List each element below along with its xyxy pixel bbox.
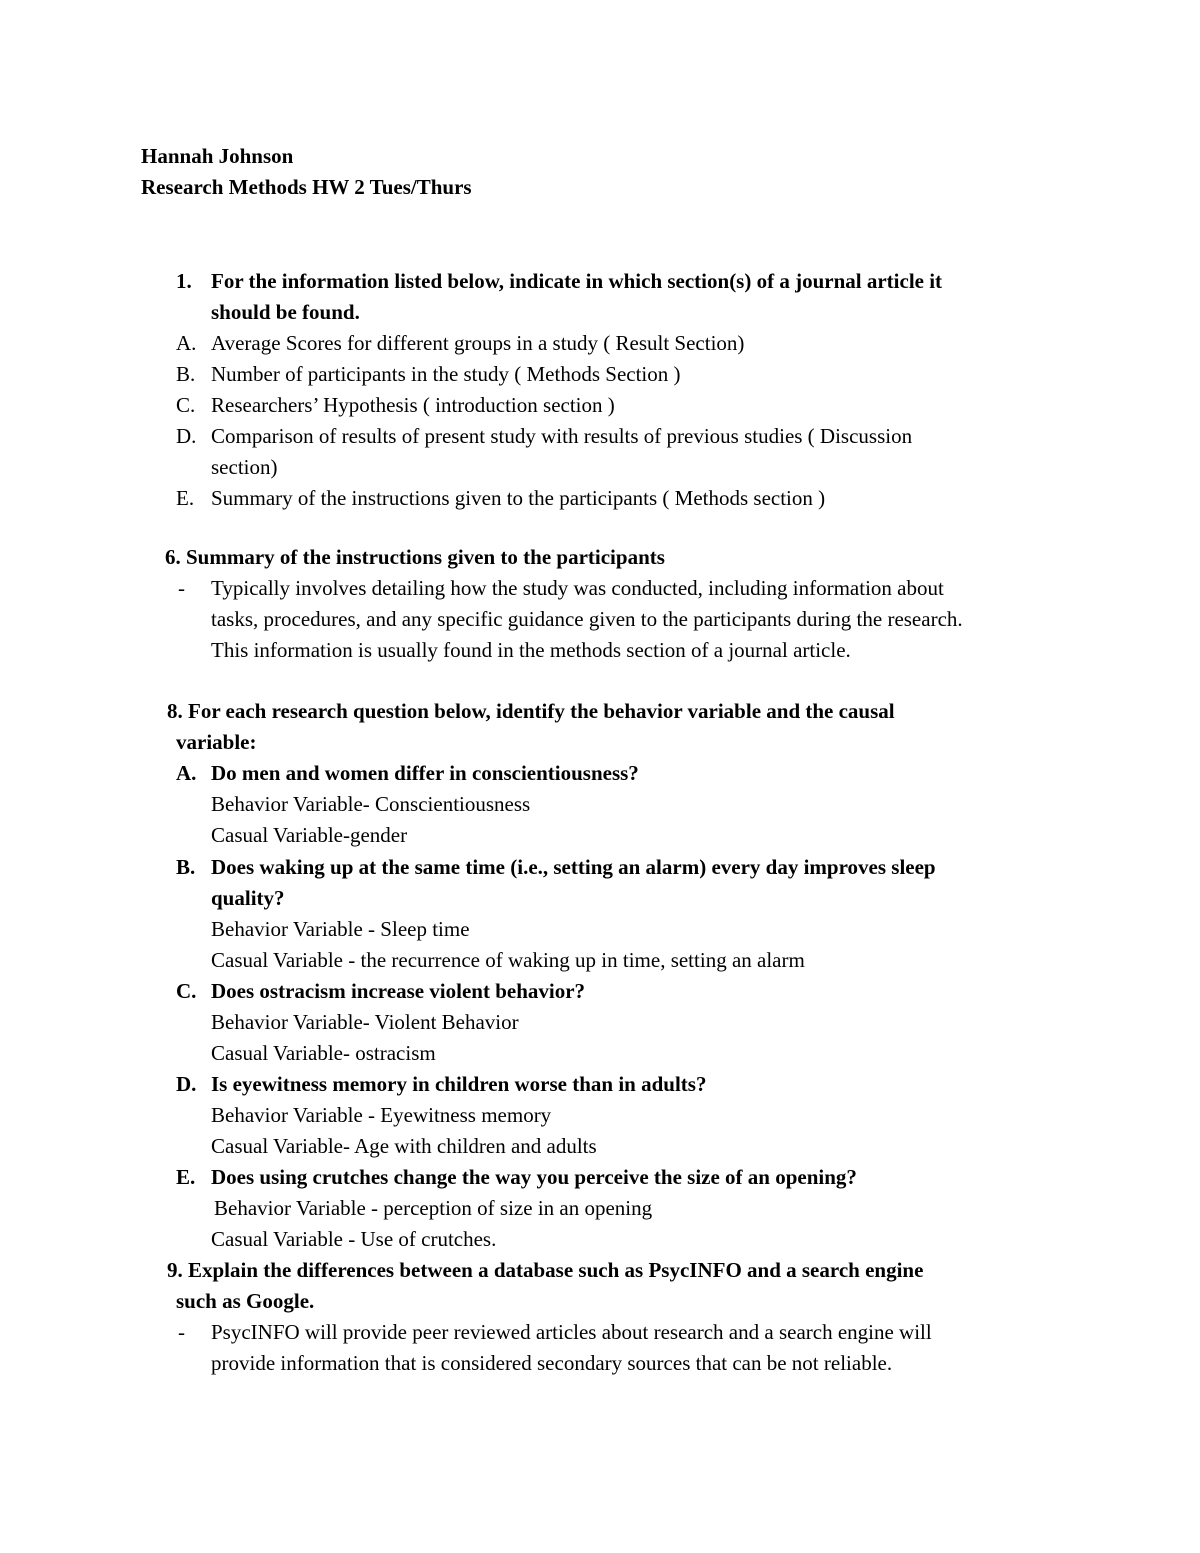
q1-item-text: Number of participants in the study ( Methods Section ) — [211, 362, 681, 386]
q1-item-marker: A. — [176, 331, 197, 355]
q8-question: Does using crutches change the way you perceive the size of an opening? — [211, 1165, 857, 1189]
q1-number: 1. — [176, 269, 192, 293]
q8-behavior-variable: Behavior Variable - Sleep time — [211, 917, 470, 941]
q8-behavior-variable: Behavior Variable- Conscientiousness — [211, 792, 531, 816]
q8-item-marker: E. — [176, 1165, 196, 1189]
q8-item-marker: B. — [176, 855, 196, 879]
q8-item-marker: C. — [176, 979, 197, 1003]
q8-question: Do men and women differ in conscientiousness? — [211, 761, 639, 785]
q6-heading: 6. Summary of the instructions given to the participants — [165, 545, 665, 569]
q8-causal-variable: Casual Variable-gender — [211, 823, 408, 847]
q8-question: Is eyewitness memory in children worse than in adults? — [211, 1072, 707, 1096]
q1-prompt-line: For the information listed below, indicate in which section(s) of a journal article it — [211, 269, 943, 293]
q1-item-marker: E. — [176, 486, 195, 510]
q9-heading: 9. Explain the differences between a database such as PsycINFO and a search engine — [167, 1258, 924, 1282]
q8-behavior-variable: Behavior Variable - Eyewitness memory — [211, 1103, 552, 1127]
q1-item-text: Researchers’ Hypothesis ( introduction section ) — [211, 393, 615, 417]
q1-item-marker: D. — [176, 424, 197, 448]
q9-heading: such as Google. — [176, 1289, 315, 1313]
q6-answer-line: Typically involves detailing how the study was conducted, including information about — [211, 576, 944, 600]
q8-question: quality? — [211, 886, 285, 910]
q1-item-text: section) — [211, 455, 278, 479]
q8-heading: variable: — [176, 730, 257, 754]
q9-bullet: - — [178, 1320, 185, 1344]
q8-item-marker: D. — [176, 1072, 197, 1096]
q8-question: Does ostracism increase violent behavior? — [211, 979, 586, 1003]
q8-causal-variable: Casual Variable - Use of crutches. — [211, 1227, 497, 1251]
q1-item-marker: C. — [176, 393, 196, 417]
q9-answer-line: provide information that is considered secondary sources that can be not reliable. — [211, 1351, 893, 1375]
student-name: Hannah Johnson — [141, 144, 294, 168]
q8-behavior-variable: Behavior Variable - perception of size in an opening — [214, 1196, 653, 1220]
q1-item-marker: B. — [176, 362, 196, 386]
q1-prompt-line: should be found. — [211, 300, 360, 324]
q6-bullet: - — [178, 576, 185, 600]
q1-item-text: Summary of the instructions given to the participants ( Methods section ) — [211, 486, 826, 510]
q1-item-text: Average Scores for different groups in a study ( Result Section) — [211, 331, 745, 355]
q8-heading: 8. For each research question below, identify the behavior variable and the causal — [167, 699, 895, 723]
q8-behavior-variable: Behavior Variable- Violent Behavior — [211, 1010, 519, 1034]
q6-answer-line: This information is usually found in the methods section of a journal article. — [211, 638, 851, 662]
q8-causal-variable: Casual Variable - the recurrence of waking up in time, setting an alarm — [211, 948, 805, 972]
q9-answer-line: PsycINFO will provide peer reviewed articles about research and a search engine will — [211, 1320, 932, 1344]
q8-question: Does waking up at the same time (i.e., setting an alarm) every day improves sleep — [211, 855, 936, 879]
q8-item-marker: A. — [176, 761, 197, 785]
q6-answer-line: tasks, procedures, and any specific guidance given to the participants during the research. — [211, 607, 963, 631]
q8-causal-variable: Casual Variable- Age with children and adults — [211, 1134, 597, 1158]
q1-item-text: Comparison of results of present study with results of previous studies ( Discussion — [211, 424, 913, 448]
q8-causal-variable: Casual Variable- ostracism — [211, 1041, 436, 1065]
course-title: Research Methods HW 2 Tues/Thurs — [141, 175, 472, 199]
